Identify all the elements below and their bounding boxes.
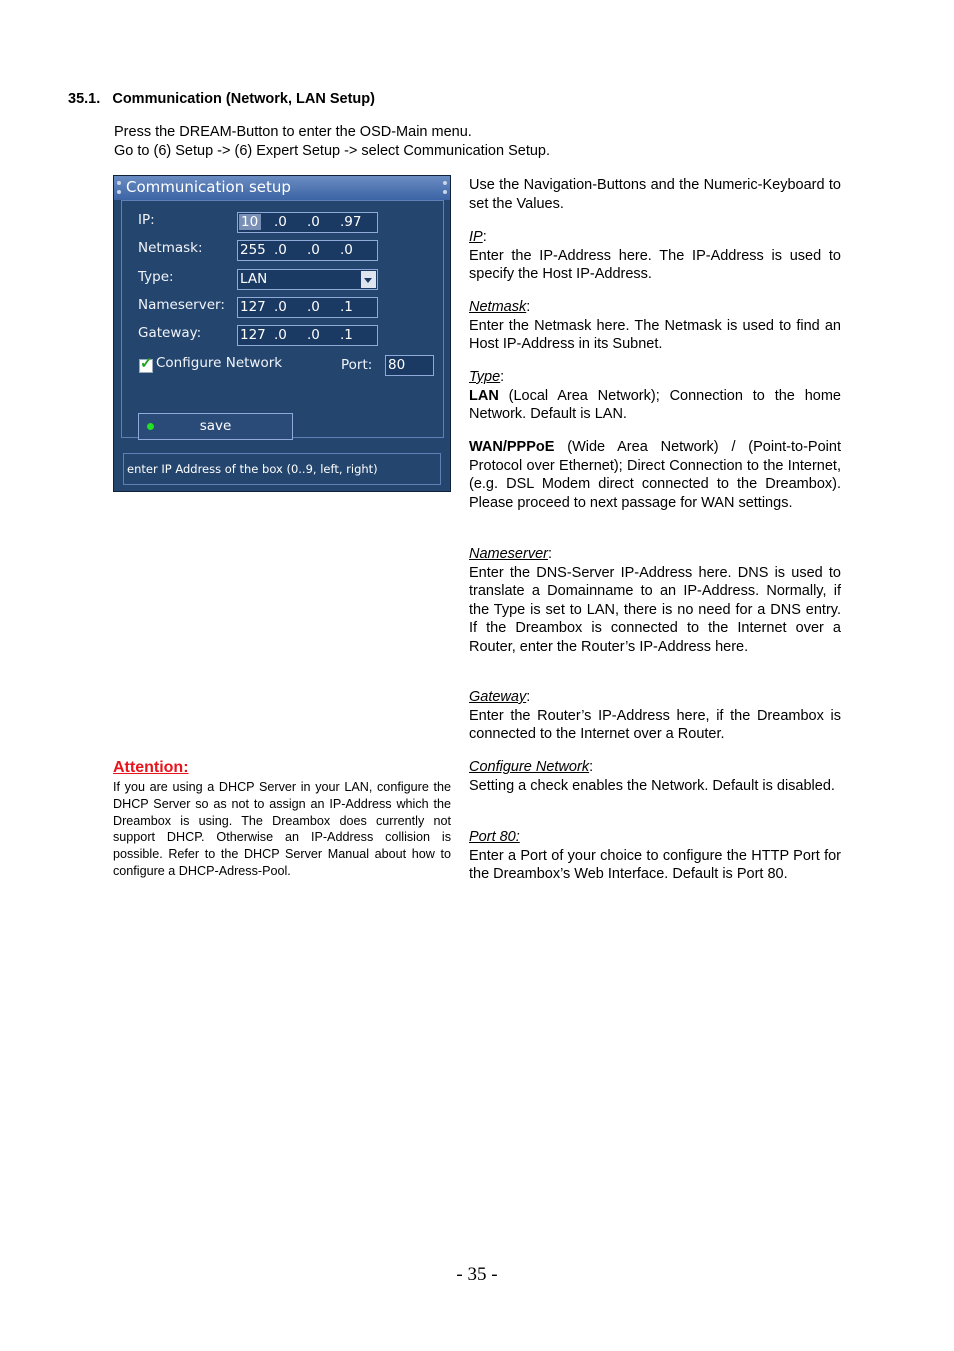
status-text: enter IP Address of the box (0..9, left, right)	[127, 462, 378, 476]
intro-line-2: Go to (6) Setup -> (6) Expert Setup -> select Communication Setup.	[114, 143, 551, 159]
ip-octet-1[interactable]: 10	[239, 214, 261, 230]
gateway-text: Enter the Router’s IP-Address here, if the Dreambox is connected to the Internet over a Router.	[469, 707, 841, 742]
ip-term: IP	[469, 229, 483, 245]
section-number: 35.1.	[68, 91, 101, 107]
attention-text: If you are using a DHCP Server in your LAN, configure the DHCP Server so as not to assign an IP-Address which the Dreambox is using. The Dreambox does currently not support DHCP. Otherwise an IP-Address collision is possible. Refer to the DHCP Server Manual about how to configure a DHCP-Adress-Pool.	[113, 780, 451, 878]
save-button-label: save	[199, 418, 232, 434]
navigation-text: Use the Navigation-Buttons and the Numeric-Keyboard to set the Values.	[469, 177, 841, 212]
status-bar	[123, 453, 441, 485]
wan-bold: WAN/PPPoE	[469, 439, 555, 455]
netmask-term: Netmask	[469, 299, 527, 315]
type-term: Type	[469, 369, 501, 385]
nameserver-octet-3[interactable]: .0	[307, 299, 320, 315]
type-selected-value: LAN	[240, 271, 268, 287]
osd-title-bar	[114, 176, 450, 200]
wan-text: (Wide Area Network) / (Point-to-Point Protocol over Ethernet); Direct Connection to the Internet, (e.g. DSL Modem direct connected to the Dreambox). Please proceed to next passage for WAN settings.	[469, 439, 841, 511]
port-text: Enter a Port of your choice to configure the HTTP Port for the Dreambox’s Web Interface. Default is Port 80.	[469, 847, 841, 882]
ip-description: IP: Enter the IP-Address here. The IP-Address is used to specify the Host IP-Address.	[469, 229, 841, 282]
page-number: - 35 -	[456, 1264, 498, 1285]
type-description: Type: LAN (Local Area Network); Connection to the home Network. Default is LAN.	[469, 369, 841, 422]
section-heading	[68, 91, 375, 107]
ip-field[interactable]	[237, 212, 378, 233]
configure-description: Configure Network: Setting a check enables the Network. Default is disabled.	[469, 758, 841, 795]
gateway-label: Gateway:	[138, 325, 202, 341]
nameserver-text: Enter the DNS-Server IP-Address here. DNS is used to translate a Domainname to an IP-Address. Normally, if the Type is set to LAN, there is no need for a DNS entry. If the Dreambox is connected to the Internet over a Router, enter the Router’s IP-Address here.	[469, 564, 841, 655]
type-select[interactable]	[237, 269, 378, 290]
chevron-down-icon[interactable]	[361, 271, 376, 288]
checkmark-icon: ✓	[140, 355, 153, 372]
port-label: Port:	[341, 357, 373, 373]
port-description	[469, 828, 841, 884]
configure-term: Configure Network	[469, 759, 590, 775]
port-field[interactable]	[385, 355, 434, 376]
lan-bold: LAN	[469, 387, 499, 404]
gateway-octet-4[interactable]: .1	[340, 327, 353, 343]
netmask-octet-2[interactable]: .0	[274, 242, 287, 258]
nameserver-description: Nameserver: Enter the DNS-Server IP-Address here. DNS is used to translate a Domainname to an IP-Address. Normally, if the Type is set to LAN, there is no need for a DNS entry. If the Dreambox is connected to the Internet over a Router, enter the Router’s IP-Address here.	[469, 546, 841, 655]
osd-title: Communication setup	[126, 178, 291, 196]
nameserver-label: Nameserver:	[138, 297, 225, 313]
configure-network-label: Configure Network	[156, 355, 283, 371]
attention-title: Attention:	[113, 759, 189, 776]
netmask-octet-1[interactable]: 255	[240, 242, 266, 258]
gateway-octet-3[interactable]: .0	[307, 327, 320, 343]
ip-text: Enter the IP-Address here. The IP-Address is used to specify the Host IP-Address.	[469, 247, 841, 282]
lan-text: (Local Area Network); Connection to the home Network. Default is LAN.	[469, 387, 841, 422]
intro-paragraph	[469, 176, 841, 213]
section-title: Communication (Network, LAN Setup)	[112, 91, 375, 107]
configure-text: Setting a check enables the Network. Default is disabled.	[469, 777, 835, 794]
netmask-octet-3[interactable]: .0	[307, 242, 320, 258]
nameserver-octet-2[interactable]: .0	[274, 299, 287, 315]
intro-line-1: Press the DREAM-Button to enter the OSD-Main menu.	[114, 124, 472, 140]
ip-octet-3[interactable]: .0	[307, 214, 320, 230]
nameserver-term: Nameserver	[469, 546, 548, 562]
gateway-description: Gateway: Enter the Router’s IP-Address here, if the Dreambox is connected to the Internet over a Router.	[469, 689, 841, 742]
gateway-octet-2[interactable]: .0	[274, 327, 287, 343]
gateway-octet-1[interactable]: 127	[240, 327, 266, 343]
ip-octet-2[interactable]: .0	[274, 214, 287, 230]
gateway-term: Gateway	[469, 689, 527, 705]
type-label: Type:	[138, 269, 174, 285]
ip-label: IP:	[138, 212, 155, 228]
configure-network-checkbox[interactable]	[139, 355, 153, 373]
nameserver-octet-1[interactable]: 127	[240, 299, 266, 315]
ip-octet-4[interactable]: .97	[340, 214, 362, 230]
netmask-octet-4[interactable]: .0	[340, 242, 353, 258]
netmask-field[interactable]	[237, 240, 378, 261]
netmask-description: Netmask: Enter the Netmask here. The Netmask is used to find an Host IP-Address in its Subnet.	[469, 299, 841, 352]
netmask-label: Netmask:	[138, 240, 203, 256]
wan-description	[469, 438, 841, 512]
save-button[interactable]	[138, 413, 293, 440]
gateway-field[interactable]	[237, 325, 378, 346]
osd-form-panel	[121, 200, 444, 438]
nameserver-octet-4[interactable]: .1	[340, 299, 353, 315]
osd-screenshot	[113, 175, 451, 492]
port-term: Port 80:	[469, 829, 520, 845]
port-value[interactable]: 80	[388, 357, 406, 373]
netmask-text: Enter the Netmask here. The Netmask is used to find an Host IP-Address in its Subnet.	[469, 317, 841, 352]
nameserver-field[interactable]	[237, 297, 378, 318]
